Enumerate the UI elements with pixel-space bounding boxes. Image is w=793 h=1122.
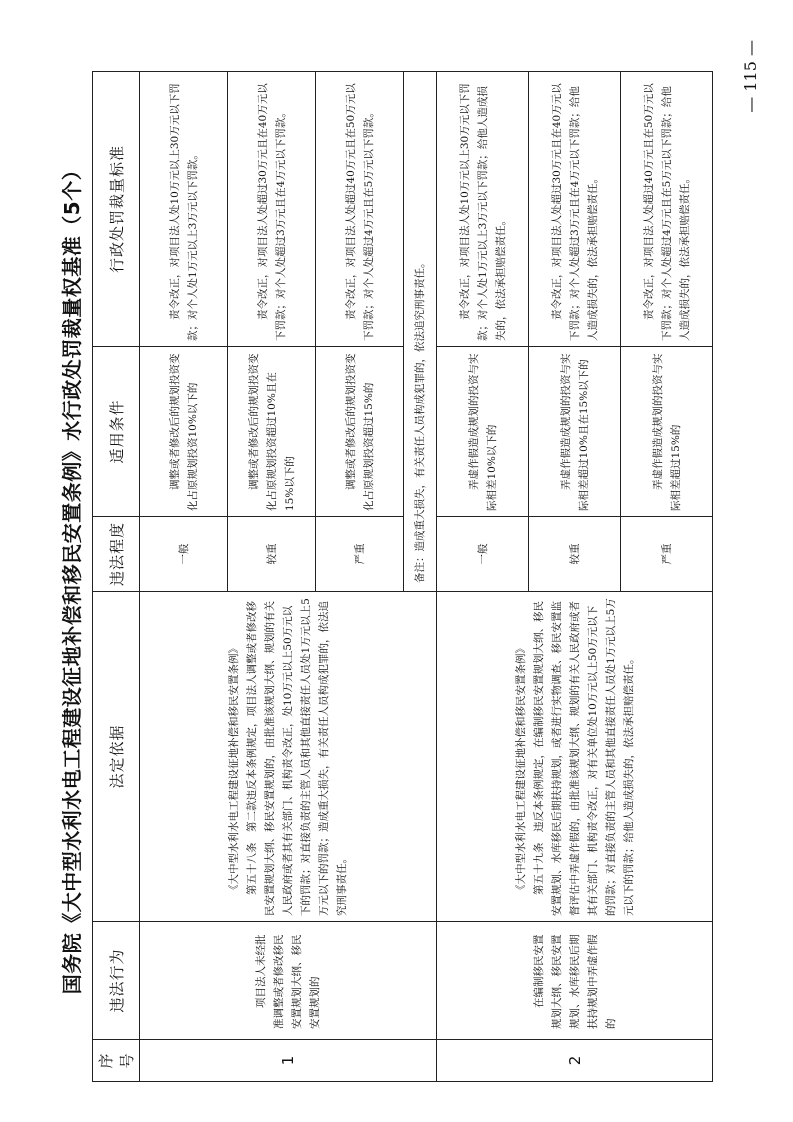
condition-cell: 弄虚作假造成规划的投资与实际相差超过15%的 — [621, 347, 713, 517]
document-title: 国务院《大中型水利水电工程建设征地补偿和移民安置条例》水行政处罚裁量权基准（5个） — [60, 159, 84, 995]
standard-cell: 责令改正，对项目法人处超过40万元且在50万元以下罚款；对个人处超过4万元且在5万元以下罚款；给他人造成损失的，依法承担赔偿责任。 — [621, 72, 713, 347]
header-basis: 法定依据 — [93, 592, 140, 922]
header-standard: 行政处罚裁量标准 — [93, 72, 140, 347]
row-number: 2 — [437, 1040, 713, 1082]
row-number: 1 — [140, 1040, 437, 1082]
degree-cell: 一般 — [140, 517, 228, 592]
legal-basis: 《大中型水利水电工程建设征地补偿和移民安置条例》 第五十九条 违反本条例规定，在编制移民安置规划大纲、移民安置规划、水库移民后期扶持规划，或者进行实物调查、移民安置监督评估中弄虚作假的，由批准该规划大纲、规划的有关人民政府或者其有关部门、机构责令改正，对有关单位处10万元以上50万元以下的罚款；对直接负责的主管人员和其他直接责任人员处1万元以上5万元以下的罚款；给他人造成损失的，依法承担赔偿责任。 — [437, 592, 713, 922]
header-degree: 违法程度 — [93, 517, 140, 592]
degree-cell: 较重 — [529, 517, 621, 592]
standard-cell: 责令改正，对项目法人处超过30万元且在40万元以下罚款；对个人处超过3万元且在4万元以下罚款；给他人造成损失的，依法承担赔偿责任。 — [529, 72, 621, 347]
rotated-content — [55, 72, 755, 1082]
condition-cell: 弄虚作假造成规划的投资与实际相差10%以下的 — [437, 347, 529, 517]
table-row — [437, 72, 529, 1082]
condition-cell: 弄虚作假造成规划的投资与实际相差超过10%且在15%以下的 — [529, 347, 621, 517]
condition-cell: 调整或者修改后的规划投资变化占原规划投资超过15%的 — [316, 347, 404, 517]
header-condition: 适用条件 — [93, 347, 140, 517]
degree-cell: 严重 — [316, 517, 404, 592]
standard-cell: 责令改正，对项目法人处超过30万元且在40万元以下罚款；对个人处超过3万元且在4万元以下罚款。 — [228, 72, 316, 347]
degree-cell: 一般 — [437, 517, 529, 592]
table-row — [140, 72, 228, 1082]
degree-cell: 严重 — [621, 517, 713, 592]
legal-basis: 《大中型水利水电工程建设征地补偿和移民安置条例》 第五十八条 第二款违反本条例规定，项目法人调整或者修改移民安置规划大纲、移民安置规划的，由批准该规划大纲、规划的有关人民政府或者其有关部门、机构责令改正，处10万元以上50万元以下的罚款；对直接负责的主管人员和其他直接责任人员处1万元以上5万元以下的罚款；造成重大损失，有关责任人员构成犯罪的，依法追究刑事责任。 — [140, 592, 437, 922]
header-no: 序号 — [93, 1040, 140, 1082]
table-header-row — [93, 72, 140, 1082]
degree-cell: 较重 — [228, 517, 316, 592]
violation-behavior: 在编制移民安置规划大纲、移民安置规划、水库移民后期扶持规划中弄虚作假的 — [437, 922, 713, 1040]
header-behavior: 违法行为 — [93, 922, 140, 1040]
condition-cell: 调整或者修改后的规划投资变化占原规划投资超过10%且在15%以下的 — [228, 347, 316, 517]
violation-behavior: 项目法人未经批准调整或者修改移民安置规划大纲、移民安置规划的 — [140, 922, 437, 1040]
note-cell: 备注：造成重大损失，有关责任人员构成犯罪的，依法追究刑事责任。 — [404, 72, 437, 592]
standard-cell: 责令改正，对项目法人处10万元以上30万元以下罚款；对个人处1万元以上3万元以下罚款；给他人造成损失的，依法承担赔偿责任。 — [437, 72, 529, 347]
standard-cell: 责令改正，对项目法人处超过40万元且在50万元以下罚款；对个人处超过4万元且在5万元以下罚款。 — [316, 72, 404, 347]
condition-cell: 调整或者修改后的规划投资变化占原规划投资10%以下的 — [140, 347, 228, 517]
penalty-standard-table — [92, 71, 713, 1082]
standard-cell: 责令改正，对项目法人处10万元以上30万元以下罚款；对个人处1万元以上3万元以下罚款。 — [140, 72, 228, 347]
page-number: — 115 — — [741, 40, 760, 113]
